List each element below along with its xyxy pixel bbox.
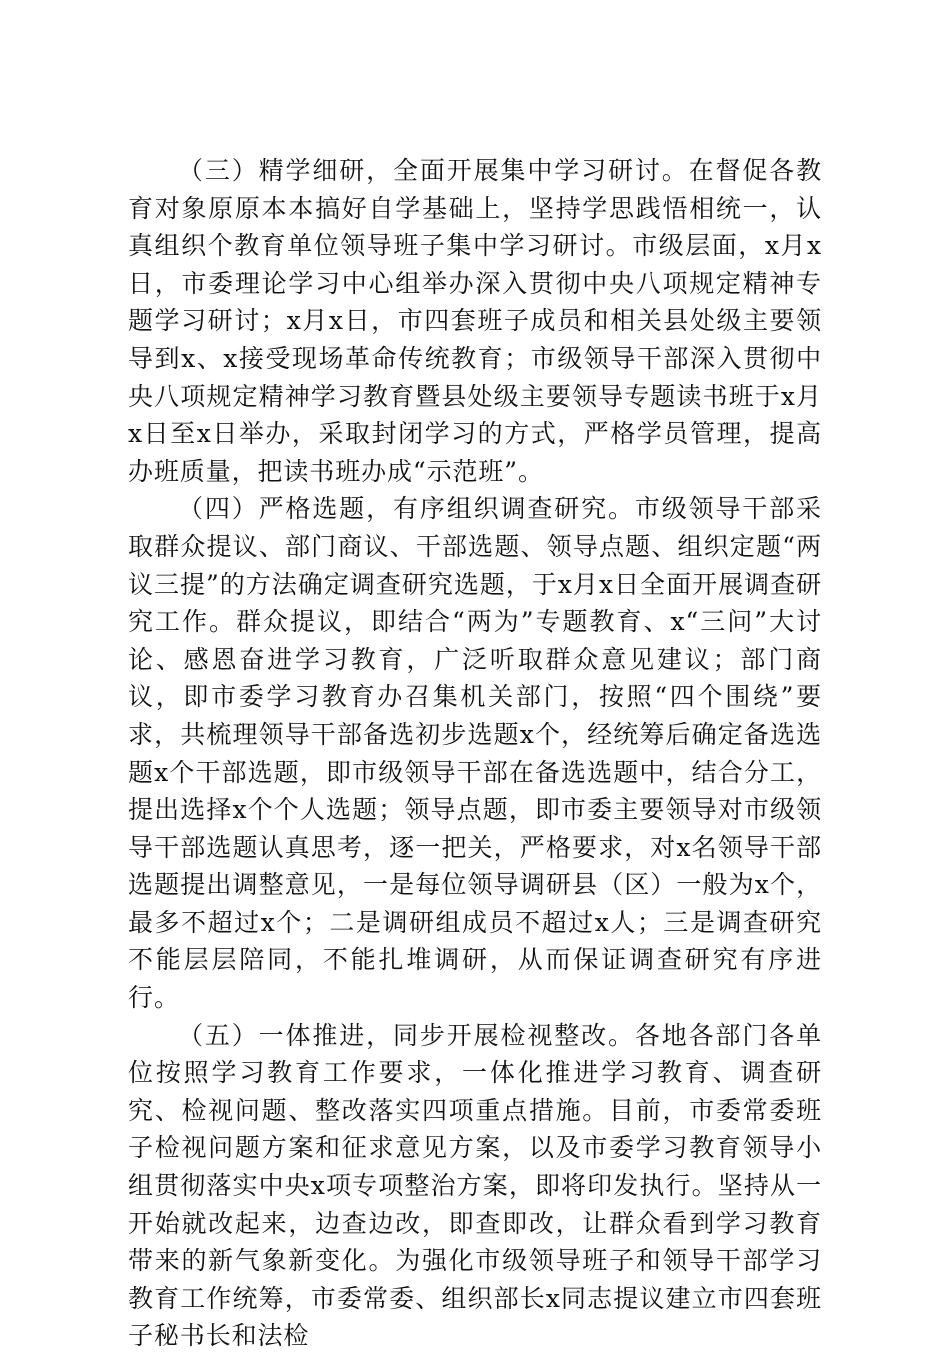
document-body — [128, 152, 822, 1355]
paragraph-section-3: （三）精学细研，全面开展集中学习研讨。在督促各教育对象原原本本搞好自学基础上，坚持学思践悟相统一，认真组织个教育单位领导班子集中学习研讨。市级层面，x月x日，市委理论学习中心组举办深入贯彻中央八项规定精神专题学习研讨；x月x日，市四套班子成员和相关县处级主要领导到x、x接受现场革命传统教育；市级领导干部深入贯彻中央八项规定精神学习教育暨县处级主要领导专题读书班于x月x日至x日举办，采取封闭学习的方式，严格学员管理，提高办班质量，把读书班办成“示范班”。 — [128, 156, 822, 486]
paragraph-section-5: （五）一体推进，同步开展检视整改。各地各部门各单位按照学习教育工作要求，一体化推进学习教育、调查研究、检视问题、整改落实四项重点措施。目前，市委常委班子检视问题方案和征求意见方案，以及市委学习教育领导小组贯彻落实中央x项专项整治方案，即将印发执行。坚持从一开始就改起来，边查边改，即查即改，让群众看到学习教育带来的新气象新变化。为强化市级领导班子和领导干部学习教育工作统筹，市委常委、组织部长x同志提议建立市四套班子秘书长和法检 — [128, 1020, 822, 1351]
paragraph-section-4: （四）严格选题，有序组织调查研究。市级领导干部采取群众提议、部门商议、干部选题、领导点题、组织定题“两议三提”的方法确定调查研究选题，于x月x日全面开展调查研究工作。群众提议，即结合“两为”专题教育、x“三问”大讨论、感恩奋进学习教育，广泛听取群众意见建议；部门商议，即市委学习教育办召集机关部门，按照“四个围绕”要求，共梳理领导干部备选初步选题x个，经统筹后确定备选选题x个干部选题，即市级领导干部在备选选题中，结合分工，提出选择x个个人选题；领导点题，即市委主要领导对市级领导干部选题认真思考，逐一把关，严格要求，对x名领导干部选题提出调整意见，一是每位领导调研县（区）一般为x个，最多不超过x个；二是调研组成员不超过x人；三是调查研究不能层层陪同，不能扎堆调研，从而保证调查研究有序进行。 — [128, 494, 822, 1013]
